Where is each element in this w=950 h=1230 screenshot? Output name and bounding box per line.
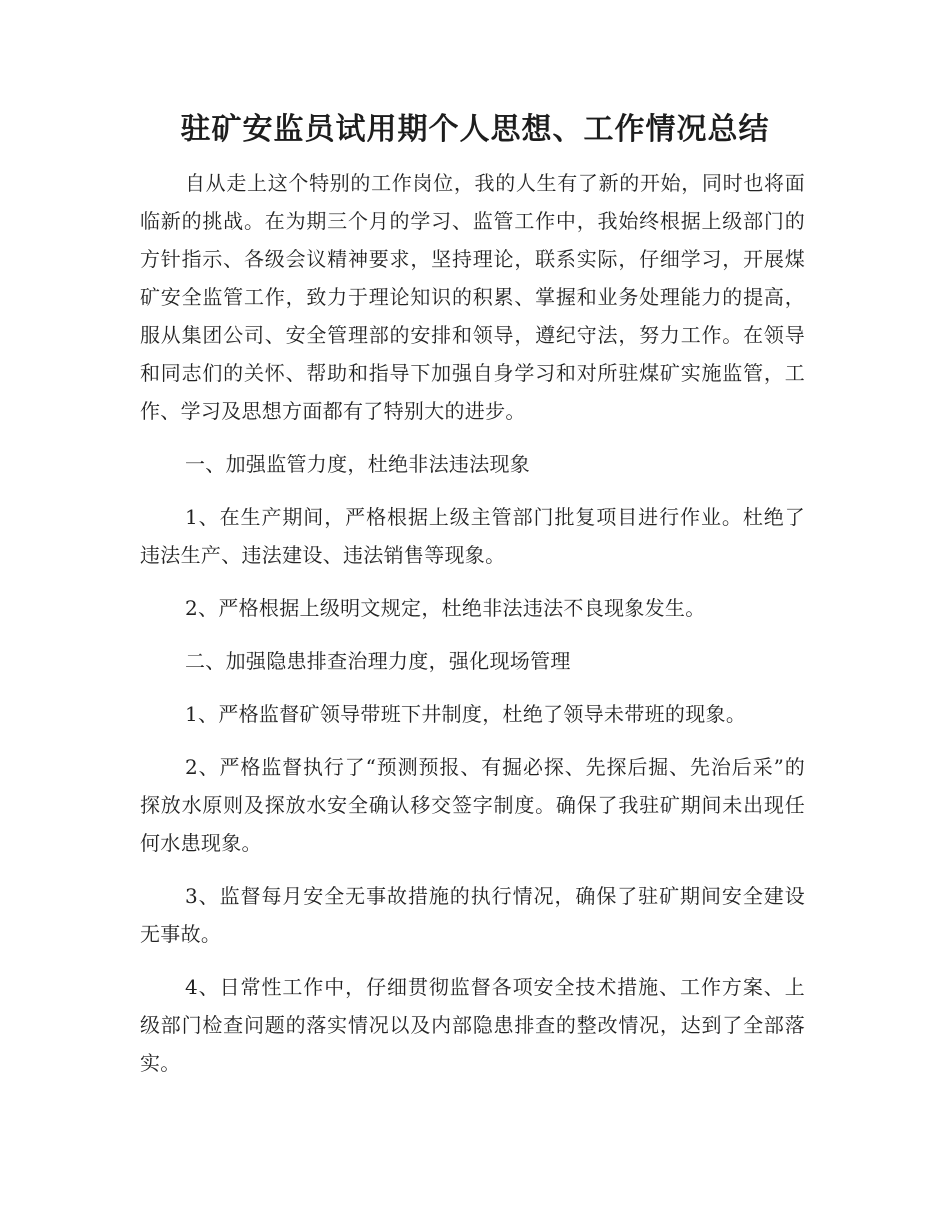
section-heading-1: 一、加强监管力度，杜绝非法违法现象: [185, 452, 531, 476]
paragraph-item: 4、日常性工作中，仔细贯彻监督各项安全技术措施、工作方案、上级部门检查问题的落实情况以及内部隐患排查的整改情况，达到了全部落实。: [140, 975, 805, 1075]
paragraph-item: 3、监督每月安全无事故措施的执行情况，确保了驻矿期间安全建设无事故。: [140, 884, 805, 946]
paragraph-item: 2、严格监督执行了“预测预报、有掘必探、先探后掘、先治后采”的探放水原则及探放水安全确认移交签字制度。确保了我驻矿期间未出现任何水患现象。: [140, 755, 805, 855]
paragraph-item: 2、严格根据上级明文规定，杜绝非法违法不良现象发生。: [185, 596, 706, 620]
section-heading-2: 二、加强隐患排查治理力度，强化现场管理: [185, 649, 571, 673]
paragraph-item: 1、在生产期间，严格根据上级主管部门批复项目进行作业。杜绝了违法生产、违法建设、违法销售等现象。: [140, 505, 805, 567]
document-title: 驻矿安监员试用期个人思想、工作情况总结: [180, 112, 770, 147]
document-body: [140, 164, 805, 1097]
intro-paragraph: 自从走上这个特别的工作岗位，我的人生有了新的开始，同时也将面临新的挑战。在为期三个月的学习、监管工作中，我始终根据上级部门的方针指示、各级会议精神要求，坚持理论，联系实际，仔细学习，开展煤矿安全监管工作，致力于理论知识的积累、掌握和业务处理能力的提高，服从集团公司、安全管理部的安排和领导，遵纪守法，努力工作。在领导和同志们的关怀、帮助和指导下加强自身学习和对所驻煤矿实施监管，工作、学习及思想方面都有了特别大的进步。: [140, 171, 805, 423]
paragraph-item: 1、严格监督矿领导带班下井制度，杜绝了领导未带班的现象。: [185, 702, 747, 726]
